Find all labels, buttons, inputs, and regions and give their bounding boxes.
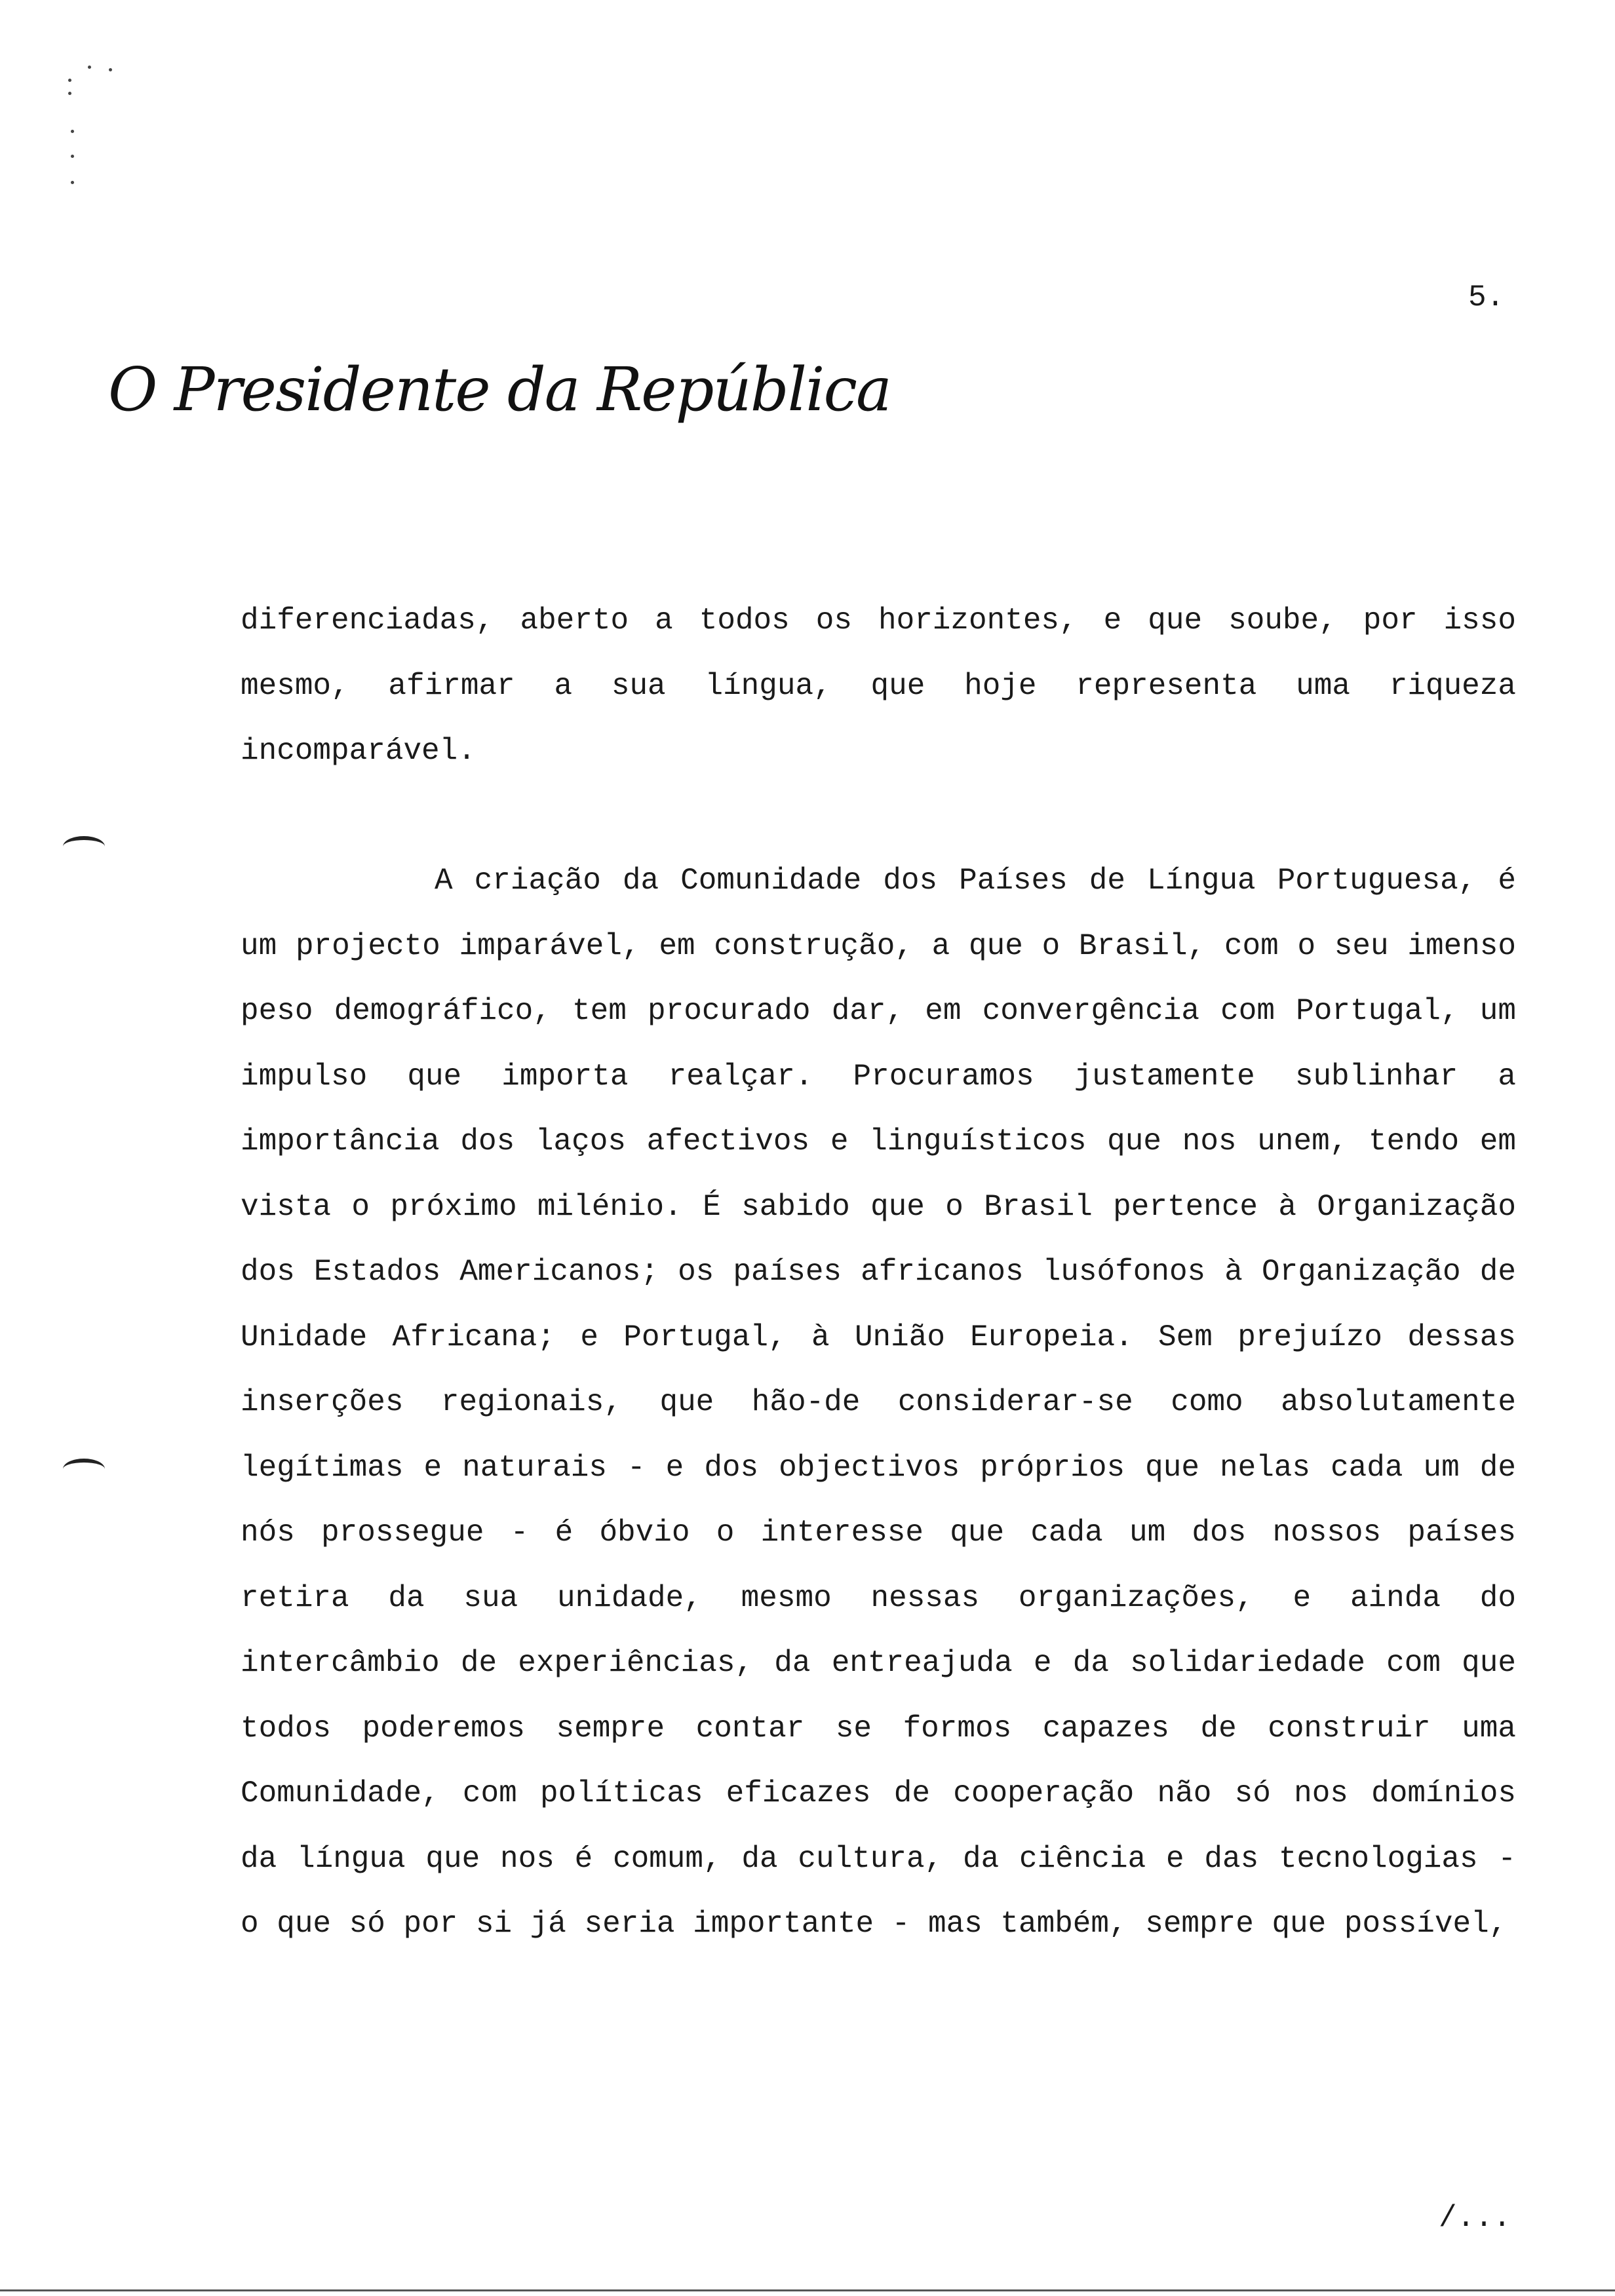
continuation-marker: /... xyxy=(1439,2201,1511,2235)
page-bottom-rule xyxy=(0,2289,1615,2291)
body-paragraph: A criação da Comunidade dos Países de Língua Portuguesa, é um projecto imparável, em construção, a que o Brasil, com o seu imenso peso demográfico, tem procurado dar, em convergência com Portugal, um impulso que importa realçar. Procuramos justamente sublinhar a importância dos laços afectivos e linguísticos que nos unem, tendo em vista o próximo milénio. É sabido que o Brasil pertence à Organização dos Estados Americanos; os países africanos lusófonos à Organização de Unidade Africana; e Portugal, à União Europeia. Sem prejuízo dessas inserções regionais, que hão-de considerar-se como absolutamente legítimas e naturais - e dos objectivos próprios que nelas cada um de nós prossegue - é óbvio o interesse que cada um dos nossos países retira da sua unidade, mesmo nessas organizações, e ainda do intercâmbio de experiências, da entreajuda e da solidariedade com que todos poderemos sempre contar se formos capazes de construir uma Comunidade, com políticas eficazes de cooperação não só nos domínios da língua que nos é comum, da cultura, da ciência e das tecnologias - o que só por si já seria importante - mas também, sempre que possível, xyxy=(241,864,1516,1941)
letterhead-title: O Presidente da República xyxy=(108,354,891,425)
punch-hole-mark xyxy=(63,836,105,857)
punch-hole-mark xyxy=(63,1459,105,1480)
body-paragraph: diferenciadas, aberto a todos os horizontes, e que soube, por isso mesmo, afirmar a sua língua, que hoje representa uma riqueza incomparável. xyxy=(241,603,1516,768)
page-number: 5. xyxy=(1468,280,1505,315)
scan-specks xyxy=(68,59,147,190)
